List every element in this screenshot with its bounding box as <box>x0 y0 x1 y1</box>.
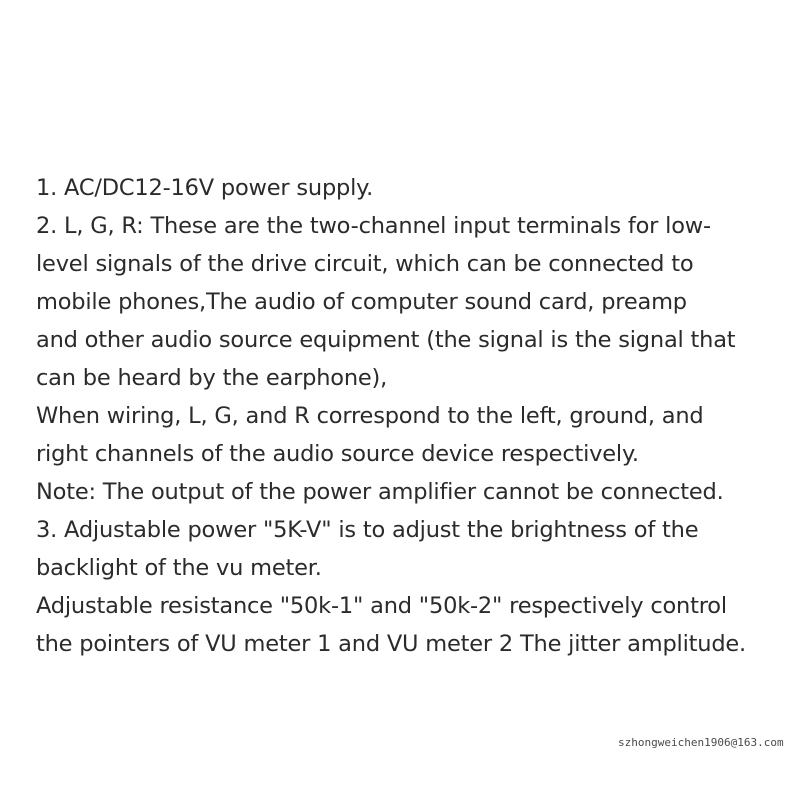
text-line-note: Note: The output of the power amplifier cannot be connected. <box>36 479 724 505</box>
text-line: backlight of the vu meter. <box>36 555 322 581</box>
text-line: the pointers of VU meter 1 and VU meter 2 The jitter amplitude. <box>36 631 747 657</box>
text-line: mobile phones,The audio of computer sound card, preamp <box>36 289 687 315</box>
text-line-adjustable-power: 3. Adjustable power "5K-V" is to adjust the brightness of the <box>36 517 699 543</box>
text-line: can be heard by the earphone), <box>36 365 388 391</box>
text-line: and other audio source equipment (the signal is the signal that <box>36 327 736 353</box>
text-line-power-supply: 1. AC/DC12-16V power supply. <box>36 175 374 201</box>
email-watermark: szhongweichen1906@163.com <box>618 736 784 749</box>
text-line: level signals of the drive circuit, which can be connected to <box>36 251 694 277</box>
text-line-adjustable-resistance: Adjustable resistance "50k-1" and "50k-2" respectively control <box>36 593 727 619</box>
text-line: right channels of the audio source device respectively. <box>36 441 639 467</box>
text-line-input-terminals: 2. L, G, R: These are the two-channel input terminals for low- <box>36 213 711 239</box>
text-line-wiring: When wiring, L, G, and R correspond to the left, ground, and <box>36 403 704 429</box>
instruction-text <box>36 169 786 663</box>
